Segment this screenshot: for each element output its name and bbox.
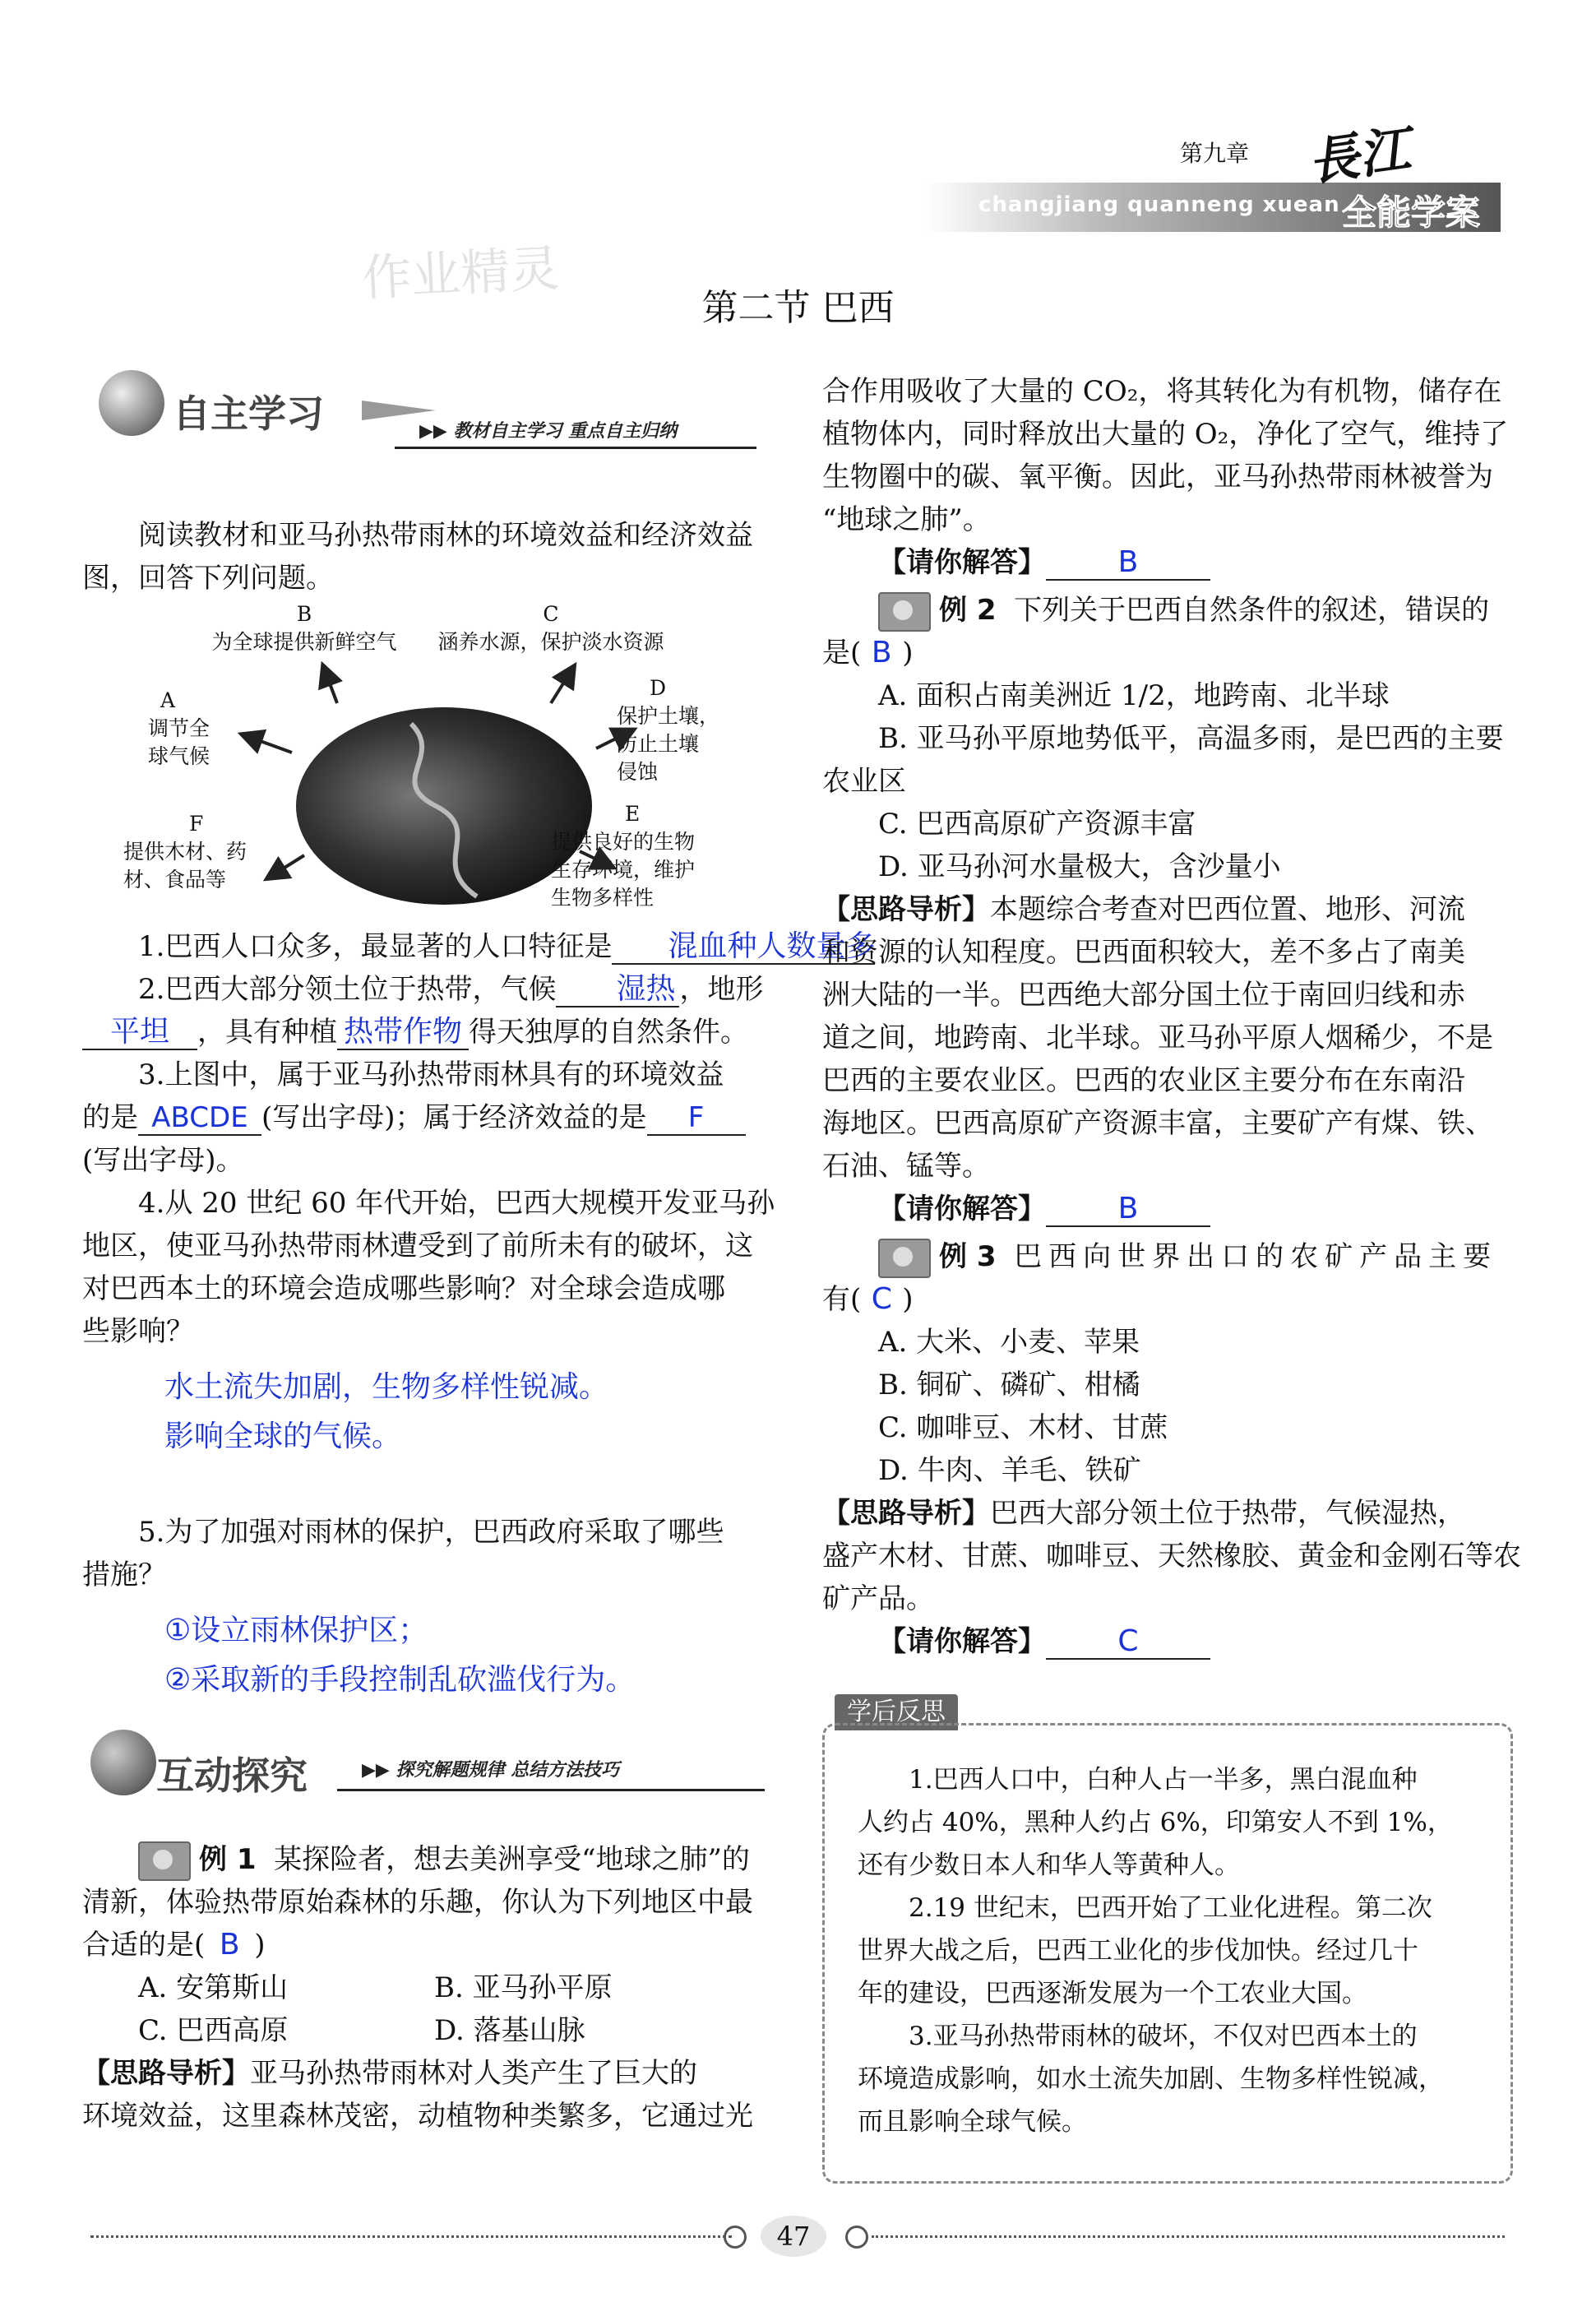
example-icon [138,1841,191,1881]
label-e: E [625,802,641,826]
text-f1: 提供木材、药 [123,840,247,864]
interactive-banner [82,1723,765,1805]
text-b: 为全球提供新鲜空气 [211,630,397,654]
example-2-guide3: 洲大陆的一半。巴西绝大部分国土位于南回归线和赤 [822,979,1465,1012]
text-c: 涵养水源，保护淡水资源 [437,630,664,654]
example-1-options-ab [82,1966,773,2009]
example-2-stem1: 例 2 下列关于巴西自然条件的叙述，错误的 [822,589,1517,632]
question-4-line2: 地区，使亚马孙热带雨林遭受到了前所未有的破坏，这 [82,1230,753,1262]
planet-icon [90,1730,156,1795]
footer-rule-left [90,2235,732,2238]
example-3-stem2: 有( C ) [822,1278,1517,1321]
text-f2: 材、食品等 [123,868,227,892]
example-1-options-cd [82,2009,773,2052]
q4-answer-line1[interactable]: 水土流失加剧，生物多样性锐减。 [164,1370,609,1404]
q4-answer-line2[interactable]: 影响全球的气候。 [164,1420,402,1453]
example-1-answer-blank[interactable]: B [1046,546,1210,581]
example-2-stem2: 是( B ) [822,632,1517,674]
footer-ornament-left [724,2226,747,2249]
reflection-tab: 学后反思 [835,1694,958,1730]
option-a[interactable]: A. 安第斯山 [138,1971,289,2004]
interactive-title: 互动探究 [156,1753,308,1798]
text-e3: 生物多样性 [551,886,655,910]
q3-answer-econ[interactable]: F [647,1101,746,1136]
q2-answer-climate[interactable]: 湿热 [556,973,679,1007]
page-title: 第二节 巴西 [701,287,895,329]
example-2-guide7: 石油、锰等。 [822,1150,990,1183]
reflection-2-line2: 世界大战之后，巴西工业化的步伐加快。经过几十 [858,1936,1418,1966]
double-arrow-icon: ▶▶ [362,1760,396,1781]
header-pinyin: changjiang quanneng xuean [978,192,1340,217]
label-c: C [543,602,559,626]
reflection-1-line2: 人约占 40%，黑种人约占 6%，印第安人不到 1%， [858,1808,1453,1837]
example-3-answer-blank[interactable]: C [1046,1625,1210,1660]
self-study-subtitle: ▶▶ 教材自主学习 重点自主归纳 [419,421,678,442]
example-1-guide4: 植物体内，同时释放出大量的 O₂，净化了空气，维持了 [822,418,1509,451]
q2-answer-crops[interactable]: 热带作物 [337,1016,469,1050]
reflection-2-line1: 2.19 世纪末，巴西开始了工业化进程。第二次 [909,1893,1432,1923]
label-f: F [189,812,204,836]
reflection-3-line1: 3.亚马孙热带雨林的破坏，不仅对巴西本土的 [909,2022,1418,2051]
text-d1: 保护土壤， [617,704,720,728]
example-2-option-a[interactable]: A. 面积占南美洲近 1/2，地跨南、北半球 [878,679,1390,712]
self-study-intro [82,514,773,600]
example-3-answer[interactable]: C [871,1282,892,1316]
question-3-end: (写出字母)。 [82,1144,244,1177]
question-4-line1: 4.从 20 世纪 60 年代开始，巴西大规模开发亚马孙 [138,1187,775,1220]
example-3-guide2: 盛产木材、甘蔗、咖啡豆、天然橡胶、黄金和金刚石等农 [822,1540,1521,1573]
banner-underline [337,1789,765,1791]
example-3-option-c[interactable]: C. 咖啡豆、木材、甘蔗 [878,1411,1168,1444]
q5-answer-line2[interactable]: ②采取新的手段控制乱砍滥伐行为。 [164,1663,636,1697]
example-1-stem1: 例 1 某探险者，想去美洲享受“地球之肺”的 [82,1838,773,1881]
brand-logo-bottom: 全能学案 [1342,192,1481,233]
example-3-guide3: 矿产品。 [822,1582,934,1615]
example-2-your-answer: 【请你解答】 B [822,1188,1517,1230]
example-2-option-c[interactable]: C. 巴西高原矿产资源丰富 [878,808,1196,841]
question-5-line2: 措施？ [82,1559,166,1591]
interactive-subtitle: ▶▶ 探究解题规律 总结方法技巧 [362,1760,620,1781]
diagram-arrows [123,600,773,921]
q5-answer-line1[interactable]: ①设立雨林保护区； [164,1614,428,1647]
reflection-1-line3: 还有少数日本人和华人等黄种人。 [858,1850,1240,1880]
example-3-option-d[interactable]: D. 牛肉、羊毛、铁矿 [878,1454,1141,1487]
question-4-line3: 对巴西本土的环境会造成哪些影响？对全球会造成哪 [82,1272,725,1305]
example-3-stem1: 例 3 巴西向世界出口的农矿产品主要 [822,1235,1517,1278]
example-1-guide2: 环境效益，这里森林茂密，动植物种类繁多，它通过光 [82,2100,753,2133]
label-a: A [160,688,176,712]
label-d: D [650,676,667,700]
example-1-guide6: “地球之肺”。 [822,503,991,536]
example-2-guide2: 和资源的认知程度。巴西面积较大，差不多占了南美 [822,936,1465,969]
example-3-guide1: 【思路导析】巴西大部分领土位于热带，气候湿热， [822,1497,1465,1530]
text-a2: 球气候 [148,744,210,768]
q2-answer-terrain[interactable]: 平坦 [82,1016,197,1050]
example-1-stem3: 合适的是( B ) [82,1924,773,1966]
text-a1: 调节全 [148,716,210,740]
example-2-option-b-cont: 农业区 [822,765,906,798]
question-2: 2.巴西大部分领土位于热带，气候 湿热 ，地形 [138,972,764,1006]
example-2-guide4: 道之间，地跨南、北半球。亚马孙平原人烟稀少，不是 [822,1021,1493,1054]
footer [0,2212,1596,2262]
example-3-your-answer: 【请你解答】 C [822,1620,1517,1663]
example-1 [82,1838,773,2138]
option-d[interactable]: D. 落基山脉 [434,2014,585,2047]
label-b: B [296,602,312,626]
example-1-guide1: 【思路导析】亚马孙热带雨林对人类产生了巨大的 [82,2057,697,2090]
example-2-option-b[interactable]: B. 亚马孙平原地势低平，高温多雨，是巴西的主要 [878,722,1504,755]
example-icon [878,592,931,632]
example-2-answer[interactable]: B [871,636,892,669]
text-e1: 提供良好的生物 [551,830,696,854]
self-study-title: 自主学习 [173,391,324,436]
reflection-1-line1: 1.巴西人口中，白种人占一半多，黑白混血种 [909,1765,1418,1795]
footer-ornament-right [845,2226,868,2249]
banner-underline [395,447,756,449]
question-1: 1.巴西人口众多，最显著的人口特征是 混血种人数量多 [138,929,876,963]
text-e2: 生存环境，维护 [551,858,696,882]
example-2-guide6: 海地区。巴西高原矿产资源丰富，主要矿产有煤、铁、 [822,1107,1493,1140]
example-icon [878,1239,931,1278]
example-1-stem2: 清新，体验热带原始森林的乐趣，你认为下列地区中最 [82,1886,753,1919]
text-d3: 侵蚀 [617,760,659,784]
reflection-3-line3: 而且影响全球气候。 [858,2107,1087,2137]
intro-text: 阅读教材和亚马孙热带雨林的环境效益和经济效益图，回答下列问题。 [82,519,753,595]
brand-logo-top: 長江 [1304,118,1414,193]
q1-answer[interactable]: 混血种人数量多 [612,930,875,965]
example-1-guide5: 生物圈中的碳、氧平衡。因此，亚马孙热带雨林被誉为 [822,461,1493,493]
example-1-answer[interactable]: B [219,1928,240,1962]
example-1-your-answer: 【请你解答】 B [822,541,1517,584]
text-d2: 防止土壤 [617,732,700,756]
right-column [822,370,1521,1663]
reflection-3-line2: 环境造成影响，如水土流失加剧、生物多样性锐减， [858,2064,1444,2094]
example-3-option-b[interactable]: B. 铜矿、磷矿、柑橘 [878,1369,1140,1401]
reflection-box [822,1723,1513,2184]
double-arrow-icon: ▶▶ [419,421,454,442]
q3-answer-env[interactable]: ABCDE [138,1101,261,1136]
chapter-label: 第九章 [1180,140,1250,167]
question-5-line1: 5.为了加强对雨林的保护，巴西政府采取了哪些 [138,1516,724,1549]
self-study-banner [82,366,765,456]
option-b[interactable]: B. 亚马孙平原 [434,1971,613,2004]
option-c[interactable]: C. 巴西高原 [138,2014,289,2047]
footer-rule-right [872,2235,1505,2238]
example-2-guide5: 巴西的主要农业区。巴西的农业区主要分布在东南沿 [822,1064,1465,1097]
page-number: 47 [761,2216,826,2257]
globe-icon [99,370,164,436]
reflection-2-line3: 年的建设，巴西逐渐发展为一个工农业大国。 [858,1979,1367,2008]
question-3: 3.上图中，属于亚马孙热带雨林具有的环境效益 [138,1058,724,1091]
ecosystem-diagram [123,600,773,921]
question-4-line4: 些影响？ [82,1315,194,1348]
example-3-option-a[interactable]: A. 大米、小麦、苹果 [878,1326,1140,1359]
question-3-cont: 的是 ABCDE (写出字母)；属于经济效益的是 F [82,1096,773,1139]
watermark: 作业精灵 [360,239,561,308]
example-1-guide3: 合作用吸收了大量的 CO₂，将其转化为有机物，储存在 [822,375,1502,408]
example-2-guide1: 【思路导析】本题综合考查对巴西位置、地形、河流 [822,893,1465,926]
example-2-option-d[interactable]: D. 亚马孙河水量极大，含沙量小 [878,850,1281,883]
example-2-answer-blank[interactable]: B [1046,1193,1210,1227]
question-2-cont: 平坦 ，具有种植 热带作物 得天独厚的自然条件。 [82,1011,773,1054]
